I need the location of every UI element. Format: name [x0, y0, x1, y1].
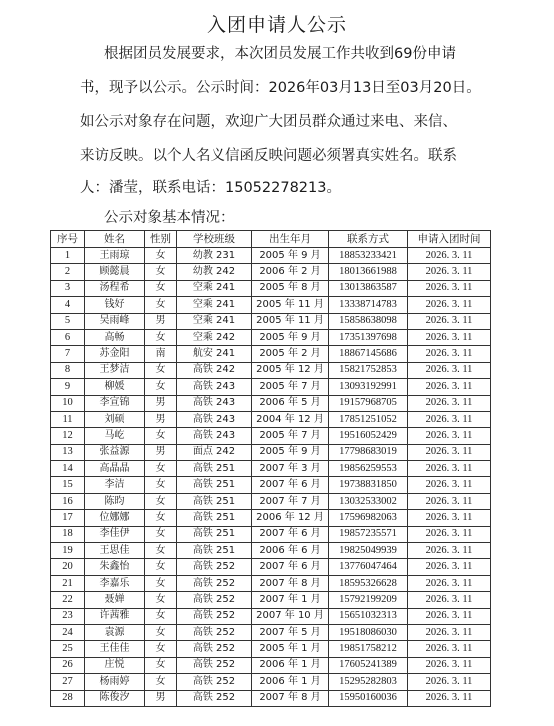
cell-name: 聂婵 — [85, 592, 145, 608]
table-row — [51, 592, 491, 608]
cell-apply-date: 2026. 3. 11 — [408, 362, 491, 378]
cell-gender: 男 — [145, 690, 177, 706]
header-birth: 出生年月 — [252, 231, 329, 248]
cell-apply-date: 2026. 3. 11 — [408, 428, 491, 444]
cell-index: 5 — [51, 313, 85, 329]
cell-apply-date: 2026. 3. 11 — [408, 592, 491, 608]
cell-birth: 2007 年 6 月 — [252, 477, 329, 493]
cell-index: 12 — [51, 428, 85, 444]
cell-apply-date: 2026. 3. 11 — [408, 444, 491, 460]
table-row — [51, 641, 491, 657]
cell-class: 高铁 243 — [177, 379, 252, 395]
cell-name: 顾懿晨 — [85, 264, 145, 280]
cell-gender: 女 — [145, 526, 177, 542]
cell-gender: 女 — [145, 379, 177, 395]
cell-name: 高畅 — [85, 329, 145, 345]
cell-phone: 15821752853 — [329, 362, 408, 378]
cell-name: 袁源 — [85, 624, 145, 640]
cell-class: 高铁 243 — [177, 411, 252, 427]
paragraph-line: 如公示对象存在问题，欢迎广大团员群众通过来电、来信、 — [80, 114, 457, 130]
cell-birth: 2005 年 9 月 — [252, 444, 329, 460]
cell-gender: 女 — [145, 477, 177, 493]
cell-class: 高铁 242 — [177, 362, 252, 378]
cell-phone: 19738831850 — [329, 477, 408, 493]
cell-birth: 2005 年 9 月 — [252, 329, 329, 345]
cell-apply-date: 2026. 3. 11 — [408, 264, 491, 280]
cell-index: 2 — [51, 264, 85, 280]
cell-class: 高铁 251 — [177, 526, 252, 542]
cell-index: 16 — [51, 493, 85, 509]
cell-apply-date: 2026. 3. 11 — [408, 461, 491, 477]
cell-apply-date: 2026. 3. 11 — [408, 297, 491, 313]
cell-apply-date: 2026. 3. 11 — [408, 559, 491, 575]
cell-apply-date: 2026. 3. 11 — [408, 543, 491, 559]
cell-class: 高铁 252 — [177, 559, 252, 575]
table-row — [51, 280, 491, 296]
cell-phone: 17596982063 — [329, 510, 408, 526]
cell-apply-date: 2026. 3. 11 — [408, 674, 491, 690]
paragraph-line: 根据团员发展要求，本次团员发展工作共收到69份申请 — [104, 46, 456, 62]
cell-index: 25 — [51, 641, 85, 657]
cell-class: 高铁 252 — [177, 592, 252, 608]
cell-gender: 男 — [145, 411, 177, 427]
cell-index: 11 — [51, 411, 85, 427]
cell-class: 空乘 242 — [177, 329, 252, 345]
header-index: 序号 — [51, 231, 85, 248]
cell-name: 许茜雅 — [85, 608, 145, 624]
cell-gender: 女 — [145, 543, 177, 559]
header-class: 学校班级 — [177, 231, 252, 248]
cell-class: 高铁 251 — [177, 477, 252, 493]
cell-class: 高铁 252 — [177, 657, 252, 673]
cell-birth: 2007 年 6 月 — [252, 526, 329, 542]
cell-apply-date: 2026. 3. 11 — [408, 575, 491, 591]
cell-birth: 2007 年 3 月 — [252, 461, 329, 477]
cell-birth: 2005 年 11 月 — [252, 297, 329, 313]
cell-apply-date: 2026. 3. 11 — [408, 624, 491, 640]
cell-name: 朱鑫怡 — [85, 559, 145, 575]
cell-phone: 13032533002 — [329, 493, 408, 509]
cell-birth: 2004 年 12 月 — [252, 411, 329, 427]
table-row — [51, 526, 491, 542]
cell-name: 高晶晶 — [85, 461, 145, 477]
cell-birth: 2005 年 11 月 — [252, 313, 329, 329]
cell-apply-date: 2026. 3. 11 — [408, 411, 491, 427]
cell-class: 空乘 241 — [177, 280, 252, 296]
cell-gender: 女 — [145, 510, 177, 526]
cell-phone: 15295282803 — [329, 674, 408, 690]
cell-name: 柳媛 — [85, 379, 145, 395]
cell-class: 高铁 252 — [177, 674, 252, 690]
cell-name: 钱好 — [85, 297, 145, 313]
table-row — [51, 657, 491, 673]
cell-index: 19 — [51, 543, 85, 559]
cell-gender: 男 — [145, 313, 177, 329]
cell-name: 李宣锦 — [85, 395, 145, 411]
table-row — [51, 297, 491, 313]
cell-name: 王佳佳 — [85, 641, 145, 657]
cell-birth: 2005 年 1 月 — [252, 641, 329, 657]
cell-phone: 15950160036 — [329, 690, 408, 706]
table-row — [51, 248, 491, 264]
table-row — [51, 559, 491, 575]
cell-apply-date: 2026. 3. 11 — [408, 477, 491, 493]
cell-index: 22 — [51, 592, 85, 608]
cell-gender: 女 — [145, 329, 177, 345]
cell-phone: 17605241389 — [329, 657, 408, 673]
cell-phone: 13338714783 — [329, 297, 408, 313]
cell-gender: 女 — [145, 280, 177, 296]
cell-class: 高铁 252 — [177, 575, 252, 591]
cell-name: 汤程希 — [85, 280, 145, 296]
cell-birth: 2005 年 8 月 — [252, 280, 329, 296]
cell-birth: 2006 年 5 月 — [252, 395, 329, 411]
cell-gender: 女 — [145, 624, 177, 640]
table-row — [51, 395, 491, 411]
cell-index: 18 — [51, 526, 85, 542]
cell-index: 1 — [51, 248, 85, 264]
page-title: 入团申请人公示 — [206, 14, 347, 36]
cell-gender: 女 — [145, 657, 177, 673]
cell-gender: 女 — [145, 264, 177, 280]
table-row — [51, 313, 491, 329]
cell-phone: 19851758212 — [329, 641, 408, 657]
cell-gender: 女 — [145, 592, 177, 608]
cell-phone: 15858638098 — [329, 313, 408, 329]
cell-name: 苏金阳 — [85, 346, 145, 362]
cell-class: 高铁 252 — [177, 641, 252, 657]
cell-name: 吴雨峰 — [85, 313, 145, 329]
cell-birth: 2007 年 7 月 — [252, 493, 329, 509]
cell-gender: 女 — [145, 428, 177, 444]
section-subtitle: 公示对象基本情况： — [104, 210, 235, 226]
cell-phone: 17351397698 — [329, 329, 408, 345]
cell-phone: 18013661988 — [329, 264, 408, 280]
cell-gender: 男 — [145, 395, 177, 411]
cell-index: 13 — [51, 444, 85, 460]
cell-index: 26 — [51, 657, 85, 673]
cell-class: 幼教 242 — [177, 264, 252, 280]
cell-apply-date: 2026. 3. 11 — [408, 510, 491, 526]
table-row — [51, 411, 491, 427]
cell-birth: 2005 年 12 月 — [252, 362, 329, 378]
cell-gender: 女 — [145, 641, 177, 657]
cell-gender: 女 — [145, 575, 177, 591]
cell-apply-date: 2026. 3. 11 — [408, 641, 491, 657]
table-row — [51, 624, 491, 640]
cell-class: 航安 241 — [177, 346, 252, 362]
table-row — [51, 329, 491, 345]
cell-index: 23 — [51, 608, 85, 624]
cell-apply-date: 2026. 3. 11 — [408, 248, 491, 264]
header-gender: 性别 — [145, 231, 177, 248]
cell-class: 面点 242 — [177, 444, 252, 460]
table-header-row — [51, 231, 491, 248]
table-row — [51, 690, 491, 706]
cell-class: 幼教 231 — [177, 248, 252, 264]
cell-birth: 2007 年 5 月 — [252, 624, 329, 640]
header-apply-date: 申请入团时间 — [408, 231, 491, 248]
table-row — [51, 379, 491, 395]
table-row — [51, 510, 491, 526]
cell-gender: 女 — [145, 461, 177, 477]
cell-apply-date: 2026. 3. 11 — [408, 329, 491, 345]
cell-index: 14 — [51, 461, 85, 477]
table-row — [51, 674, 491, 690]
cell-index: 8 — [51, 362, 85, 378]
cell-birth: 2006 年 2 月 — [252, 264, 329, 280]
cell-class: 高铁 251 — [177, 493, 252, 509]
table-row — [51, 493, 491, 509]
cell-phone: 15651032313 — [329, 608, 408, 624]
cell-class: 高铁 251 — [177, 543, 252, 559]
cell-apply-date: 2026. 3. 11 — [408, 346, 491, 362]
cell-name: 杨雨婷 — [85, 674, 145, 690]
cell-index: 20 — [51, 559, 85, 575]
cell-name: 张益源 — [85, 444, 145, 460]
cell-birth: 2007 年 1 月 — [252, 592, 329, 608]
cell-apply-date: 2026. 3. 11 — [408, 395, 491, 411]
cell-name: 马屹 — [85, 428, 145, 444]
table-row — [51, 428, 491, 444]
cell-class: 高铁 251 — [177, 510, 252, 526]
cell-name: 庄悦 — [85, 657, 145, 673]
table-row — [51, 477, 491, 493]
cell-phone: 18867145686 — [329, 346, 408, 362]
cell-apply-date: 2026. 3. 11 — [408, 313, 491, 329]
cell-gender: 女 — [145, 297, 177, 313]
cell-class: 高铁 252 — [177, 624, 252, 640]
table-row — [51, 461, 491, 477]
cell-apply-date: 2026. 3. 11 — [408, 690, 491, 706]
cell-name: 李洁 — [85, 477, 145, 493]
cell-phone: 19825049939 — [329, 543, 408, 559]
cell-class: 高铁 252 — [177, 690, 252, 706]
cell-gender: 南 — [145, 346, 177, 362]
cell-class: 空乘 241 — [177, 297, 252, 313]
cell-phone: 19157968705 — [329, 395, 408, 411]
cell-index: 21 — [51, 575, 85, 591]
cell-phone: 19516052429 — [329, 428, 408, 444]
cell-phone: 17851251052 — [329, 411, 408, 427]
cell-index: 24 — [51, 624, 85, 640]
paragraph-line: 人：潘莹，联系电话：15052278213。 — [80, 180, 341, 196]
cell-phone: 13093192991 — [329, 379, 408, 395]
cell-birth: 2006 年 1 月 — [252, 674, 329, 690]
cell-birth: 2005 年 9 月 — [252, 248, 329, 264]
cell-phone: 19518086030 — [329, 624, 408, 640]
header-name: 姓名 — [85, 231, 145, 248]
cell-apply-date: 2026. 3. 11 — [408, 280, 491, 296]
cell-birth: 2007 年 8 月 — [252, 690, 329, 706]
cell-index: 27 — [51, 674, 85, 690]
cell-birth: 2006 年 1 月 — [252, 657, 329, 673]
cell-birth: 2005 年 2 月 — [252, 346, 329, 362]
cell-index: 6 — [51, 329, 85, 345]
cell-name: 陈俊汐 — [85, 690, 145, 706]
cell-class: 高铁 243 — [177, 395, 252, 411]
cell-index: 3 — [51, 280, 85, 296]
cell-class: 高铁 251 — [177, 461, 252, 477]
cell-gender: 女 — [145, 248, 177, 264]
cell-index: 15 — [51, 477, 85, 493]
cell-apply-date: 2026. 3. 11 — [408, 526, 491, 542]
cell-name: 位娜娜 — [85, 510, 145, 526]
table-row — [51, 575, 491, 591]
cell-class: 高铁 243 — [177, 428, 252, 444]
paragraph-line: 来访反映。以个人名义信函反映问题必须署真实姓名。联系 — [80, 148, 457, 164]
cell-gender: 男 — [145, 444, 177, 460]
cell-index: 9 — [51, 379, 85, 395]
cell-phone: 19856259553 — [329, 461, 408, 477]
cell-phone: 17798683019 — [329, 444, 408, 460]
table-body — [51, 248, 491, 707]
cell-name: 李佳伊 — [85, 526, 145, 542]
cell-index: 7 — [51, 346, 85, 362]
cell-name: 王梦洁 — [85, 362, 145, 378]
cell-name: 刘硕 — [85, 411, 145, 427]
cell-apply-date: 2026. 3. 11 — [408, 493, 491, 509]
table-row — [51, 444, 491, 460]
paragraph-line: 书，现予以公示。公示时间：2026年03月13日至03月20日。 — [80, 80, 481, 96]
cell-class: 高铁 252 — [177, 608, 252, 624]
cell-phone: 15792199209 — [329, 592, 408, 608]
cell-apply-date: 2026. 3. 11 — [408, 657, 491, 673]
header-phone: 联系方式 — [329, 231, 408, 248]
cell-phone: 19857235571 — [329, 526, 408, 542]
cell-birth: 2006 年 12 月 — [252, 510, 329, 526]
cell-gender: 女 — [145, 362, 177, 378]
cell-birth: 2007 年 8 月 — [252, 575, 329, 591]
table-row — [51, 264, 491, 280]
cell-apply-date: 2026. 3. 11 — [408, 608, 491, 624]
table-row — [51, 608, 491, 624]
cell-index: 17 — [51, 510, 85, 526]
cell-phone: 13013863587 — [329, 280, 408, 296]
table-row — [51, 362, 491, 378]
cell-gender: 女 — [145, 493, 177, 509]
cell-class: 空乘 241 — [177, 313, 252, 329]
cell-gender: 女 — [145, 674, 177, 690]
cell-apply-date: 2026. 3. 11 — [408, 379, 491, 395]
cell-birth: 2005 年 7 月 — [252, 428, 329, 444]
applicants-table — [50, 230, 491, 707]
cell-birth: 2006 年 6 月 — [252, 543, 329, 559]
cell-phone: 18853233421 — [329, 248, 408, 264]
cell-phone: 13776047464 — [329, 559, 408, 575]
table-row — [51, 346, 491, 362]
cell-name: 王雨琼 — [85, 248, 145, 264]
cell-name: 李嘉乐 — [85, 575, 145, 591]
cell-index: 4 — [51, 297, 85, 313]
cell-phone: 18595326628 — [329, 575, 408, 591]
cell-gender: 女 — [145, 559, 177, 575]
cell-index: 28 — [51, 690, 85, 706]
cell-index: 10 — [51, 395, 85, 411]
cell-name: 陈昀 — [85, 493, 145, 509]
table-row — [51, 543, 491, 559]
cell-birth: 2007 年 10 月 — [252, 608, 329, 624]
cell-birth: 2007 年 6 月 — [252, 559, 329, 575]
cell-birth: 2005 年 7 月 — [252, 379, 329, 395]
cell-name: 王思佳 — [85, 543, 145, 559]
cell-gender: 女 — [145, 608, 177, 624]
